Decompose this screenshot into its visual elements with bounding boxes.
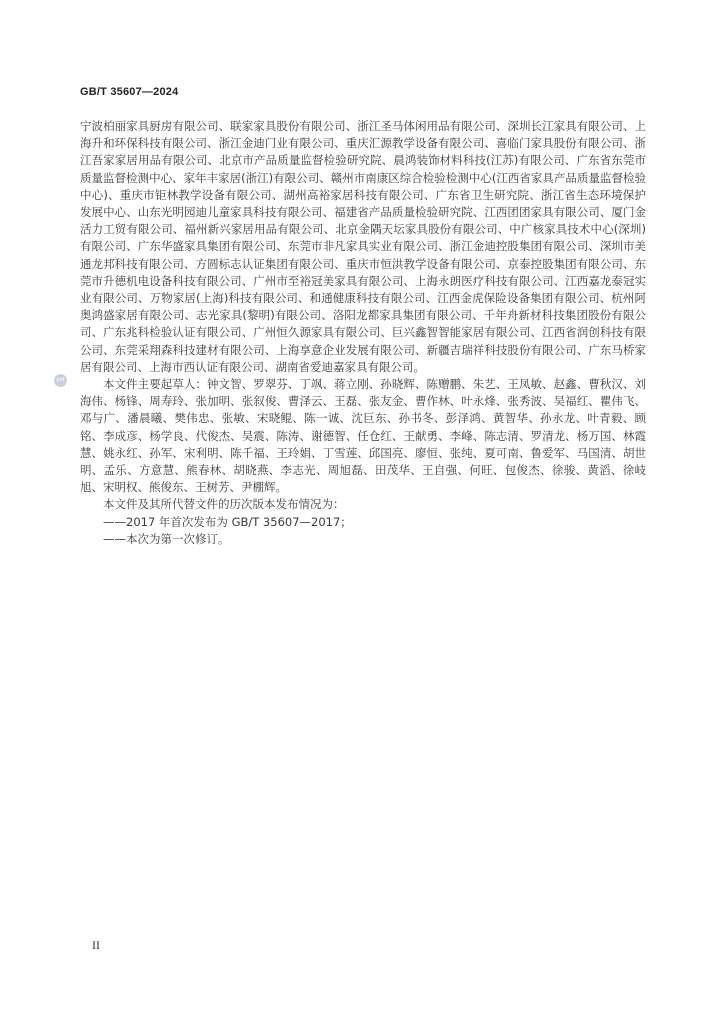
drafting-units-paragraph: 宁波柏丽家具厨房有限公司、联家家具股份有限公司、浙江圣马体闲用品有限公司、深圳长江家具有限公司、上海升和环保科技有限公司、浙江金迪门业有限公司、重庆汇源教学设备有限公司、喜临门家具股份有限公司、浙江吾家家居用品有限公司、北京市产品质量监督检验研究院、晨鸿装饰材料科技(江苏)有限公司、广东省东莞市质量监督检测中心、家年丰家居(浙江)有限公司、赣州市南康区综合检验检测中心(江西省家具产品质量监督检验中心)、重庆市钜林教学设备有限公司、湖州高裕家居科技有限公司、广东省卫生研究院、浙江省生态环境保护发展中心、山东光明园迪儿童家具科技有限公司、福建省产品质量检验研究院、江西团团家具有限公司、厦门金活力工贸有限公司、福州新兴家居用品有限公司、北京金隅天坛家具股份有限公司、中广核家具技术中心(深圳)有限公司、广东华盛家具集团有限公司、东莞市非凡家具实业有限公司、浙江金迪控股集团有限公司、深圳市美通龙邦科技有限公司、方圆标志认证集团有限公司、重庆市恒洪教学设备有限公司、京泰控股集团有限公司、东莞市升德机电设备科技有限公司、广州市至裕冠美家具有限公司、上海永朗医疗科技有限公司、江西嘉龙泰冠实业有限公司、万物家居(上海)科技有限公司、和通健康科技有限公司、江西金虎保险设备集团有限公司、杭州阿奥鸿盛家居有限公司、志光家具(黎明)有限公司、洛阳龙都家具集团有限公司、千年舟新材科技集团股份有限公司、广东兆科检验认证有限公司、广州恒久源家具有限公司、巨兴鑫智智能家居有限公司、江西省润创科技有限公司、东莞采翔森科技建材有限公司、上海享意企业发展有限公司、新疆吉瑞祥科技股份有限公司、广东马桥家居有限公司、上海市西认证有限公司、湖南省爱迪嘉家具有限公司。 [80, 119, 646, 374]
side-badge-icon: pdf [54, 374, 67, 387]
drafters-paragraph: 本文件主要起草人：钟文智、罗翠芬、丁飒、蒋立刚、孙晓辉、陈赠鹏、朱艺、王凤敏、赵鑫、曹秋汉、刘海伟、杨锋、周寿玲、张加明、张叙俊、曹泽云、王磊、张友金、曹作林、叶永烽、张秀波、吴福红、瞿伟飞、邓与广、潘晨曦、樊伟忠、张敏、宋晓鲲、陈一诚、沈巨东、孙书冬、彭泽鸿、黄智华、孙永龙、叶青毅、顾铭、李成彦、杨学良、代俊杰、吴震、陈涛、谢德智、任仓红、王献勇、李峰、陈志清、罗清龙、杨万国、林霞慧、姚永红、孙军、宋利明、陈千福、王玲娟、丁雪莲、邱国亮、廖恒、张纯、夏可南、鲁爱军、马国清、胡世明、孟乐、方意慧、熊春林、胡晓燕、李志光、周旭磊、田茂华、王自强、何旺、包俊杰、徐骏、黄滔、徐岐旭、宋明权、熊俊东、王树芳、尹棚辉。 [80, 377, 646, 495]
standard-code-header: GB/T 35607—2024 [80, 86, 179, 98]
history-item-1: ——2017 年首次发布为 GB/T 35607—2017； [103, 514, 352, 529]
page-number: II [92, 938, 100, 952]
document-body [80, 118, 646, 548]
history-intro: 本文件及其所代替文件的历次版本发布情况为： [103, 497, 345, 512]
history-item-2: ——本次为第一次修订。 [103, 531, 230, 546]
